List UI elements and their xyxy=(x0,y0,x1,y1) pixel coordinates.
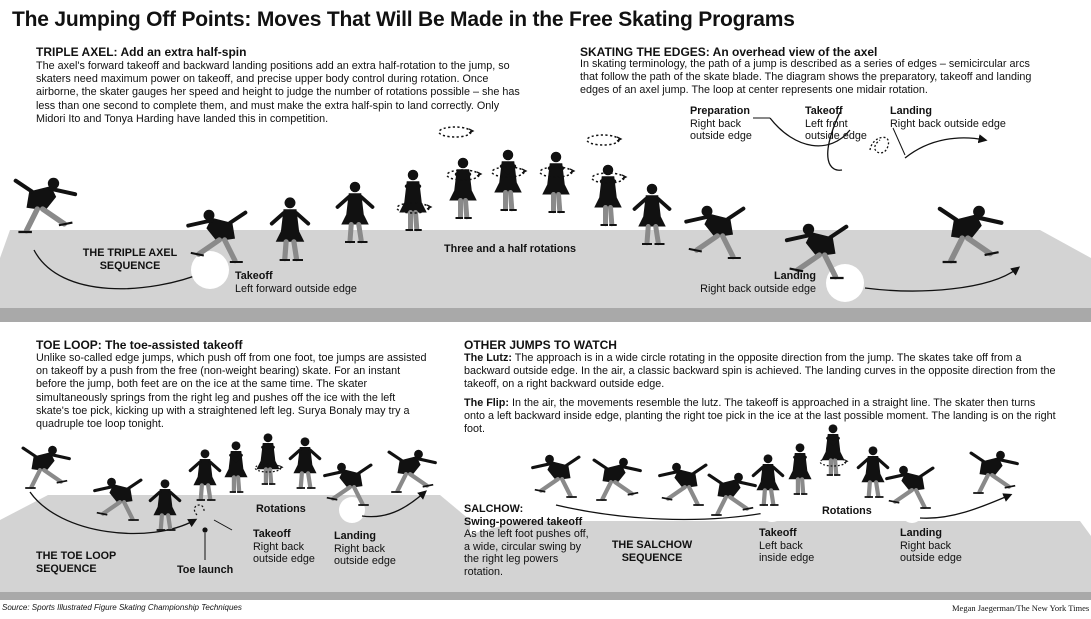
axel-skater-5 xyxy=(399,170,427,230)
toe-loop-landing-label: Landing Right back outside edge xyxy=(334,530,396,568)
toe-skater-9 xyxy=(389,450,435,492)
toe-skater-7 xyxy=(290,437,319,488)
salchow-takeoff-label: Takeoff Left back inside edge xyxy=(759,527,815,565)
salchow-skater-1 xyxy=(533,455,579,497)
salchow-description: SALCHOW: Swing-powered takeoff As the left foot pushes off, a wide, circular swing by the right leg powers rotation. xyxy=(464,503,589,578)
toe-loop-takeoff-label: Takeoff Right back outside edge xyxy=(253,528,315,566)
salchow-skater-5 xyxy=(753,454,782,505)
toe-skater-1 xyxy=(23,446,69,488)
edges-heading: SKATING THE EDGES: An overhead view of the axel xyxy=(580,45,878,59)
toe-loop-sequence-label: THE TOE LOOP SEQUENCE xyxy=(36,550,117,575)
salchow-sequence-label: THE SALCHOW SEQUENCE xyxy=(611,539,693,564)
lutz-text: The approach is in a wide circle rotating in the opposite direction from the jump. The skates take off from a backward outside edge. In the air, a classic backward spin is achieved. The landing curves in the opposite direction from the takeoff, on a right backward outside edge. xyxy=(464,352,1056,391)
axel-rotations-label: Three and a half rotations xyxy=(444,243,576,255)
toe-skater-5 xyxy=(224,441,247,492)
toe-loop-heading: TOE LOOP: The toe-assisted takeoff xyxy=(36,338,243,352)
axel-skater-7 xyxy=(494,150,522,210)
lutz-name: The Lutz: xyxy=(464,352,512,364)
toe-loop-ice-slab xyxy=(0,495,470,600)
salchow-landing-highlight xyxy=(901,501,923,523)
salchow-skater-8 xyxy=(858,446,887,497)
axel-skater-6 xyxy=(449,158,477,218)
toe-skater-4 xyxy=(190,449,219,500)
salchow-skater-4 xyxy=(709,473,755,515)
salchow-skater-2 xyxy=(594,458,640,500)
page-title: The Jumping Off Points: Moves That Will Be Made in the Free Skating Programs xyxy=(12,8,795,31)
salchow-landing-label: Landing Right back outside edge xyxy=(900,527,962,565)
edges-landing-label: Landing Right back outside edge xyxy=(890,105,1006,130)
edges-takeoff-label: Takeoff Left front outside edge xyxy=(805,105,867,143)
lutz-paragraph xyxy=(464,352,1056,392)
toe-loop-rotations-label: Rotations xyxy=(256,503,306,515)
triple-axel-heading: TRIPLE AXEL: Add an extra half-spin xyxy=(36,45,247,59)
axel-landing-label: Landing Right back outside edge xyxy=(700,270,816,295)
credit-line: Megan Jaegerman/The New York Times xyxy=(952,603,1090,613)
flip-name: The Flip: xyxy=(464,397,509,409)
toe-launch-dot xyxy=(202,527,207,532)
salchow-skater-6 xyxy=(788,443,811,494)
toe-launch-label: Toe launch xyxy=(177,564,234,576)
axel-takeoff-label: Takeoff Left forward outside edge xyxy=(235,270,357,295)
axel-skater-8 xyxy=(542,152,570,212)
salchow-skater-10 xyxy=(971,451,1017,493)
flip-paragraph xyxy=(464,397,1056,437)
axel-takeoff-highlight xyxy=(191,251,229,289)
flip-text: In the air, the movements resemble the lutz. The takeoff is approached in a straight line. The skater then turns onto a left backward inside edge, planting the right toe pick in the ice at the last possible moment. The landing is on the right foot. xyxy=(464,397,1056,436)
triple-axel-body: The axel's forward takeoff and backward landing positions add an extra half-rotation to the jump, so skaters need maximum power on takeoff, and precise upper body control during rotation. Once airborne, the skater gauges her speed and height to judge the number of rotations possible – she has less than one second to complete them, and must make the extra half-spin to land correctly. Only Midori Ito and Tonya Harding have landed this in competition. xyxy=(36,60,520,125)
edges-preparation-label: Preparation Right back outside edge xyxy=(690,105,752,143)
axel-skater-1 xyxy=(16,178,75,232)
salchow-rotations-label: Rotations xyxy=(822,505,872,517)
other-jumps-heading: OTHER JUMPS TO WATCH xyxy=(464,338,617,352)
triple-axel-sequence-label: THE TRIPLE AXEL SEQUENCE xyxy=(82,247,178,272)
source-note: Source: Sports Illustrated Figure Skating Championship Techniques xyxy=(2,603,242,612)
toe-loop-body: Unlike so-called edge jumps, which push off from one foot, toe jumps are assisted on takeoff by a push from the free (non-weight bearing) skate. For an instant before the jump, both feet are on the ice at the same time. The skater simultaneously springs from the right leg and pushes off the ice with the left skate's toe pick, kicking up with a straightened left leg. Surya Bonaly may try a quadruple toe loop tonight. xyxy=(36,352,427,431)
edges-body: In skating terminology, the path of a jump is described as a series of edges – semicircular arcs that follow the path of the skate blade. The diagram shows the preparatory, takeoff and landing edges of an axel jump. The loop at center represents one midair rotation. xyxy=(580,58,1032,97)
salchow-skater-3 xyxy=(660,463,706,505)
toe-skater-6 xyxy=(256,433,279,484)
